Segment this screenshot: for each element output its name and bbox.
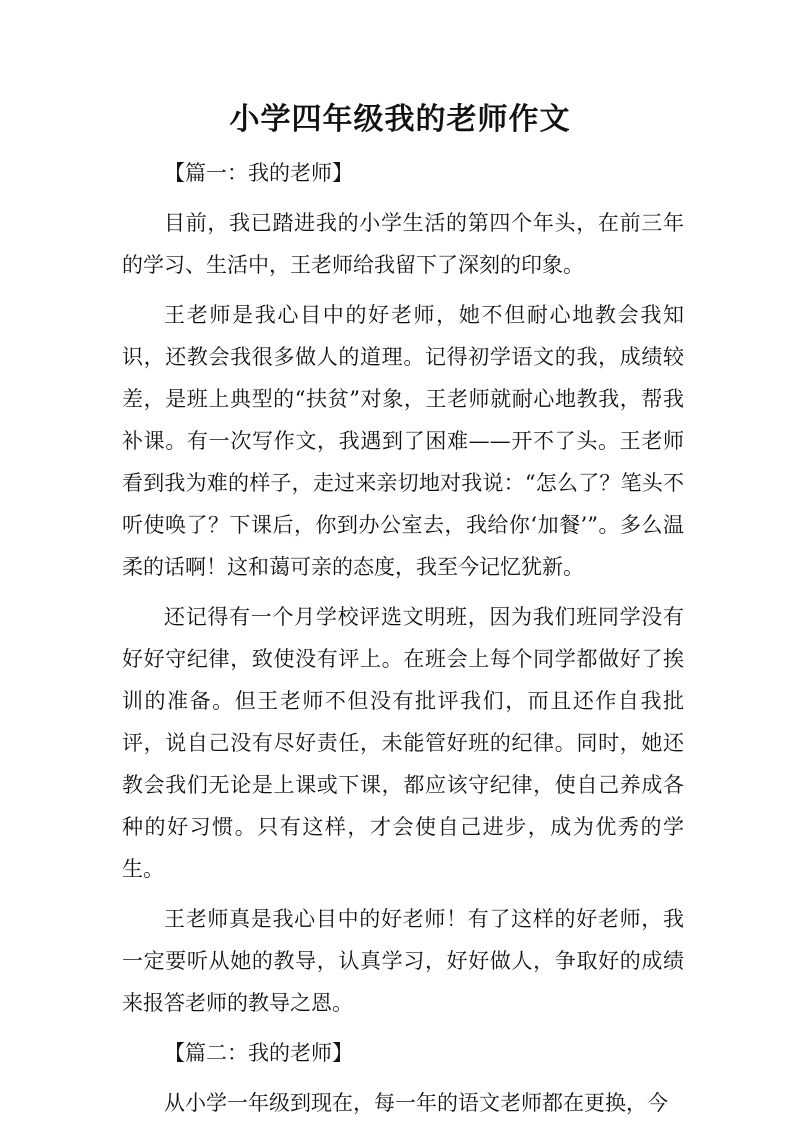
spacer	[122, 588, 684, 596]
spacer	[122, 1024, 684, 1032]
section-2	[122, 1032, 684, 1124]
paragraph: 目前，我已踏进我的小学生活的第四个年头，在前三年的学习、生活中，王老师给我留下了深刻的印象。	[122, 211, 684, 277]
spacer	[122, 1074, 684, 1082]
paragraph: 还记得有一个月学校评选文明班，因为我们班同学没有好好守纪律，致使没有评上。在班会上每个同学都做好了挨训的准备。但王老师不但没有批评我们，而且还作自我批评，说自己没有尽好责任，未能管好班的纪律。同时，她还教会我们无论是上课或下课，都应该守纪律，使自己养成各种的好习惯。只有这样，才会使自己进步，成为优秀的学生。	[122, 605, 684, 881]
section-heading: 【篇一：我的老师】	[164, 161, 353, 185]
section-1	[122, 152, 684, 1024]
spacer	[122, 286, 684, 294]
paragraph: 从小学一年级到现在，每一年的语文老师都在更换，今	[164, 1091, 668, 1115]
document-title: 小学四年级我的老师作文	[229, 102, 571, 137]
paragraph: 王老师真是我心目中的好老师！有了这样的好老师，我一定要听从她的教导，认真学习，好好做人，争取好的成绩来报答老师的教导之恩。	[122, 907, 684, 1015]
spacer	[122, 194, 684, 202]
document-body	[122, 152, 684, 1124]
section-heading: 【篇二：我的老师】	[164, 1041, 353, 1065]
spacer	[122, 890, 684, 898]
paragraph: 王老师是我心目中的好老师，她不但耐心地教会我知识，还教会我很多做人的道理。记得初学语文的我，成绩较差，是班上典型的“扶贫”对象，王老师就耐心地教我，帮我补课。有一次写作文，我遇到了困难——开不了头。王老师看到我为难的样子，走过来亲切地对我说：“怎么了？笔头不听使唤了？下课后，你到办公室去，我给你‘加餐’”。多么温柔的话啊！这和蔼可亲的态度，我至今记忆犹新。	[122, 303, 684, 579]
